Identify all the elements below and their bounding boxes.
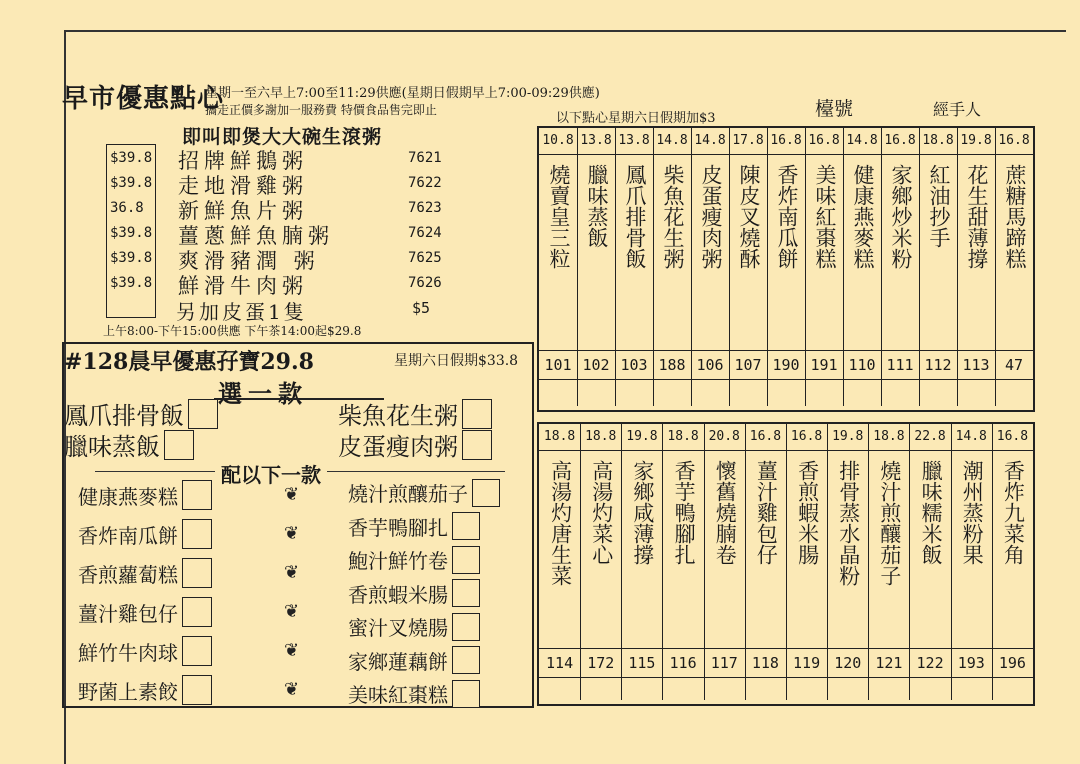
dimsum-name: 高湯灼唐生菜: [548, 460, 573, 586]
dimsum-code: 112: [919, 350, 957, 380]
pick-one-item: [338, 427, 492, 462]
dimsum-column: [951, 424, 993, 700]
dimsum-code: 114: [539, 648, 580, 678]
dimsum-name: 燒汁煎釀茄子: [877, 460, 902, 586]
dimsum-name: 高湯灼菜心: [589, 460, 614, 565]
combo-checkbox[interactable]: [452, 579, 480, 607]
dimsum-code: 113: [957, 350, 995, 380]
dimsum-qty-box[interactable]: [827, 678, 868, 700]
dimsum-code: 196: [992, 648, 1033, 678]
dimsum-price: 16.8: [995, 128, 1033, 155]
dimsum-column: [653, 128, 692, 406]
handler-label: 經手人: [933, 100, 982, 119]
combo-item-label: 蜜汁叉燒腸: [348, 616, 448, 640]
dimsum-column: [868, 424, 910, 700]
dimsum-column: [767, 128, 806, 406]
dimsum-qty-box[interactable]: [539, 380, 577, 406]
congee-price: $39.8: [110, 175, 153, 191]
congee-row: [106, 220, 466, 246]
dimsum-column: [615, 128, 654, 406]
dimsum-column: [881, 128, 920, 406]
dimsum-price: 16.8: [786, 424, 827, 451]
dimsum-name: 香煎蝦米腸: [795, 460, 820, 565]
combo-checkbox[interactable]: [472, 479, 500, 507]
congee-code: 7624: [408, 225, 442, 241]
dimsum-column: [745, 424, 787, 700]
combo-right-item: [348, 612, 480, 641]
combo-left-item: [78, 675, 212, 705]
pick-one-label-text: 鳳爪排骨飯: [64, 402, 184, 430]
combo-checkbox[interactable]: [182, 519, 212, 549]
dimsum-name: 健康燕麥糕: [851, 164, 875, 269]
dimsum-name: 美味紅棗糕: [813, 164, 837, 269]
dimsum-name: 陳皮叉燒酥: [737, 164, 761, 269]
combo-left-item: [78, 597, 212, 627]
combo-item-label: 美味紅棗糕: [348, 683, 448, 707]
dimsum-price: 14.8: [951, 424, 992, 451]
dimsum-name: 潮州蒸粉果: [960, 460, 985, 565]
dimsum-qty-box[interactable]: [691, 380, 729, 406]
combo-right-item: [348, 646, 480, 675]
pick-one-label-text: 皮蛋瘦肉粥: [338, 433, 458, 461]
congee-row: [106, 145, 466, 171]
dimsum-code: 190: [767, 350, 805, 380]
dimsum-column: [621, 424, 663, 700]
bottom-dimsum-table: [537, 422, 1035, 706]
dimsum-column: [580, 424, 622, 700]
dimsum-name: 臘味糯米飯: [919, 460, 944, 565]
combo-right-item: [348, 512, 480, 541]
dimsum-name: 蔗糖馬蹄糕: [1003, 164, 1027, 269]
congee-code: 7622: [408, 175, 442, 191]
pick-one-label-text: 柴魚花生粥: [338, 402, 458, 430]
dimsum-qty-box[interactable]: [539, 678, 580, 700]
combo-item-label: 香炸南瓜餅: [78, 523, 178, 548]
combo-left-item: [78, 480, 212, 510]
dimsum-column: [539, 128, 578, 406]
dimsum-price: 20.8: [704, 424, 745, 451]
combo-right-item: [348, 478, 500, 507]
combo-checkbox[interactable]: [182, 480, 212, 510]
dimsum-name: 花生甜薄撐: [965, 164, 989, 269]
dimsum-column: [729, 128, 768, 406]
dimsum-code: 188: [653, 350, 691, 380]
dimsum-qty-box[interactable]: [653, 380, 691, 406]
combo-item-label: 薑汁雞包仔: [78, 601, 178, 626]
congee-code: 7625: [408, 250, 442, 266]
dimsum-qty-box[interactable]: [786, 678, 827, 700]
dimsum-code: 103: [615, 350, 653, 380]
fleuron-icon: ❦: [284, 484, 300, 505]
dimsum-name: 懷舊燒腩卷: [713, 460, 738, 565]
dimsum-name: 紅油抄手: [927, 164, 951, 248]
dimsum-name: 家鄉炒米粉: [889, 164, 913, 269]
service-note: 攜走正價多謝加一服務費 特價食品售完即止: [205, 103, 437, 117]
combo-right-item: [348, 545, 480, 574]
combo-item-label: 野菌上素餃: [78, 679, 178, 704]
dimsum-qty-box[interactable]: [919, 380, 957, 406]
congee-name: 薑蔥鮮魚腩粥: [178, 224, 334, 248]
combo-left-item: [78, 558, 212, 588]
dimsum-name: 鳳爪排骨飯: [623, 164, 647, 269]
dimsum-price: 19.8: [827, 424, 868, 451]
dimsum-price: 16.8: [805, 128, 843, 155]
pick-one-checkbox[interactable]: [188, 399, 218, 429]
congee-row: [106, 270, 466, 296]
dimsum-code: 172: [580, 648, 621, 678]
congee-code: 7623: [408, 200, 442, 216]
congee-name: 新鮮魚片粥: [178, 199, 308, 223]
dimsum-code: 119: [786, 648, 827, 678]
dimsum-name: 臘味蒸飯: [585, 164, 609, 248]
combo-item-label: 鮑汁鮮竹卷: [348, 549, 448, 573]
dimsum-column: [805, 128, 844, 406]
dimsum-price: 16.8: [767, 128, 805, 155]
dimsum-price: 19.8: [621, 424, 662, 451]
dimsum-price: 14.8: [691, 128, 729, 155]
congee-name: 走地滑雞粥: [178, 174, 308, 198]
dimsum-column: [919, 128, 958, 406]
combo-title: #128晨早優惠孖寶29.8: [64, 349, 314, 375]
congee-price: $39.8: [110, 250, 153, 266]
fleuron-icon: ❦: [284, 562, 300, 583]
dimsum-code: 115: [621, 648, 662, 678]
dimsum-code: 191: [805, 350, 843, 380]
fleuron-icon: ❦: [284, 640, 300, 661]
dimsum-price: 14.8: [653, 128, 691, 155]
dimsum-price: 18.8: [663, 424, 704, 451]
combo-item-label: 香煎蘿蔔糕: [78, 562, 178, 587]
dimsum-code: 193: [951, 648, 992, 678]
congee-name: 鮮滑牛肉粥: [178, 274, 308, 298]
dimsum-qty-box[interactable]: [805, 380, 843, 406]
dimsum-code: 107: [729, 350, 767, 380]
dimsum-price: 16.8: [881, 128, 919, 155]
congee-price: $39.8: [110, 275, 153, 291]
dimsum-column: [691, 128, 730, 406]
congee-price: $39.8: [110, 225, 153, 241]
dimsum-price: 19.8: [957, 128, 995, 155]
combo-checkbox[interactable]: [182, 597, 212, 627]
dimsum-column: [663, 424, 705, 700]
dimsum-code: 117: [704, 648, 745, 678]
dimsum-name: 薑汁雞包仔: [754, 460, 779, 565]
dimsum-qty-box[interactable]: [992, 678, 1033, 700]
dimsum-price: 17.8: [729, 128, 767, 155]
dimsum-price: 13.8: [615, 128, 653, 155]
congee-code: 7621: [408, 150, 442, 166]
service-hours: 星期一至六早上7:00至11:29供應(星期日假期早上7:00-09:29供應): [205, 86, 600, 101]
dimsum-price: 16.8: [992, 424, 1033, 451]
combo-checkbox[interactable]: [452, 546, 480, 574]
dimsum-code: 47: [995, 350, 1033, 380]
dimsum-code: 111: [881, 350, 919, 380]
combo-checkbox[interactable]: [452, 512, 480, 540]
dimsum-code: 118: [745, 648, 786, 678]
dimsum-qty-box[interactable]: [881, 380, 919, 406]
dimsum-name: 排骨蒸水晶粉: [836, 460, 861, 586]
dimsum-qty-box[interactable]: [729, 380, 767, 406]
fleuron-icon: ❦: [284, 523, 300, 544]
dimsum-qty-box[interactable]: [868, 678, 909, 700]
pick-one-item: [338, 396, 492, 431]
dimsum-name: 柴魚花生粥: [661, 164, 685, 269]
dimsum-qty-box[interactable]: [957, 380, 995, 406]
fleuron-icon: ❦: [284, 679, 300, 700]
dimsum-column: [827, 424, 869, 700]
dimsum-price: 16.8: [745, 424, 786, 451]
dimsum-price: 18.8: [919, 128, 957, 155]
dimsum-column: [577, 128, 616, 406]
dimsum-column: [539, 424, 581, 700]
combo-checkbox[interactable]: [182, 675, 212, 705]
dimsum-column: [786, 424, 828, 700]
dimsum-qty-box[interactable]: [704, 678, 745, 700]
combo-item-label: 香煎蝦米腸: [348, 582, 448, 607]
dimsum-qty-box[interactable]: [910, 678, 951, 700]
combo-checkbox[interactable]: [182, 636, 212, 666]
dimsum-price: 14.8: [843, 128, 881, 155]
congee-price: $39.8: [110, 150, 153, 166]
combo-item-label: 家鄉蓮藕餅: [348, 649, 448, 674]
congee-row: [106, 195, 466, 221]
dimsum-qty-box[interactable]: [843, 380, 881, 406]
pick-one-checkbox[interactable]: [462, 399, 492, 429]
dimsum-name: 香炸九菜角: [1001, 460, 1026, 565]
dimsum-name: 燒賣皇三粒: [547, 164, 571, 269]
dimsum-name: 香炸南瓜餅: [775, 164, 799, 269]
dimsum-price: 22.8: [910, 424, 951, 451]
combo-checkbox[interactable]: [452, 680, 480, 708]
pick-one-label-text: 臘味蒸飯: [64, 433, 160, 461]
congee-code: 7626: [408, 275, 442, 291]
dimsum-name: 皮蛋瘦肉粥: [699, 164, 723, 269]
dimsum-column: [704, 424, 746, 700]
dimsum-code: 102: [577, 350, 615, 380]
dimsum-column: [957, 128, 996, 406]
dimsum-column: [992, 424, 1033, 700]
dimsum-price: 18.8: [539, 424, 580, 451]
top-dimsum-table: [537, 126, 1035, 412]
dimsum-name: 香芋鴨腳扎: [672, 460, 697, 565]
combo-item-label: 鮮竹牛肉球: [78, 640, 178, 665]
extra-egg-label: 另加皮蛋1隻: [176, 300, 307, 324]
dimsum-qty-box[interactable]: [577, 380, 615, 406]
dimsum-qty-box[interactable]: [580, 678, 621, 700]
dimsum-column: [995, 128, 1033, 406]
congee-name: 招牌鮮鵝粥: [178, 149, 308, 173]
dimsum-price: 10.8: [539, 128, 577, 155]
dimsum-qty-box[interactable]: [995, 380, 1033, 406]
congee-name: 爽滑豬潤 粥: [178, 249, 320, 273]
dimsum-qty-box[interactable]: [615, 380, 653, 406]
congee-row: [106, 170, 466, 196]
combo-left-item: [78, 519, 212, 549]
pick-one-checkbox[interactable]: [462, 430, 492, 460]
combo-item-label: 香芋鴨腳扎: [348, 515, 448, 540]
combo-right-item: [348, 579, 480, 608]
congee-hours: 上午8:00-下午15:00供應 下午茶14:00起$29.8: [103, 324, 362, 338]
dimsum-qty-box[interactable]: [745, 678, 786, 700]
combo-checkbox[interactable]: [452, 613, 480, 641]
pick-one-checkbox[interactable]: [164, 430, 194, 460]
dimsum-code: 121: [868, 648, 909, 678]
dimsum-price: 18.8: [868, 424, 909, 451]
congee-price: 36.8: [110, 200, 144, 216]
pick-one-item: [64, 396, 218, 431]
combo-checkbox[interactable]: [452, 646, 480, 674]
weekend-surcharge-note: 以下點心星期六日假期加$3: [556, 111, 716, 126]
combo-right-item: [348, 679, 480, 708]
congee-heading: 即叫即煲大大碗生滾粥: [182, 126, 383, 148]
page-title: 早市優惠點心: [62, 84, 225, 114]
dimsum-code: 120: [827, 648, 868, 678]
dimsum-code: 110: [843, 350, 881, 380]
congee-row: [106, 245, 466, 271]
dimsum-code: 122: [910, 648, 951, 678]
dimsum-qty-box[interactable]: [663, 678, 704, 700]
combo-left-item: [78, 636, 212, 666]
dimsum-column: [843, 128, 882, 406]
dimsum-qty-box[interactable]: [951, 678, 992, 700]
dimsum-price: 18.8: [580, 424, 621, 451]
dimsum-qty-box[interactable]: [767, 380, 805, 406]
dimsum-price: 13.8: [577, 128, 615, 155]
dimsum-code: 101: [539, 350, 577, 380]
with-label: 配以下一款: [215, 459, 327, 488]
dimsum-name: 家鄉咸薄撐: [630, 460, 655, 565]
dimsum-code: 106: [691, 350, 729, 380]
dimsum-column: [910, 424, 952, 700]
dimsum-qty-box[interactable]: [621, 678, 662, 700]
fleuron-icon: ❦: [284, 601, 300, 622]
pick-one-label: 選一款: [218, 379, 308, 408]
extra-egg-price: $5: [412, 299, 431, 317]
combo-weekend-price: 星期六日假期$33.8: [394, 353, 519, 369]
combo-item-label: 健康燕麥糕: [78, 484, 178, 509]
table-number-label: 檯號: [815, 98, 854, 120]
combo-checkbox[interactable]: [182, 558, 212, 588]
combo-item-label: 燒汁煎釀茄子: [348, 482, 468, 506]
pick-one-item: [64, 427, 194, 462]
dimsum-code: 116: [663, 648, 704, 678]
